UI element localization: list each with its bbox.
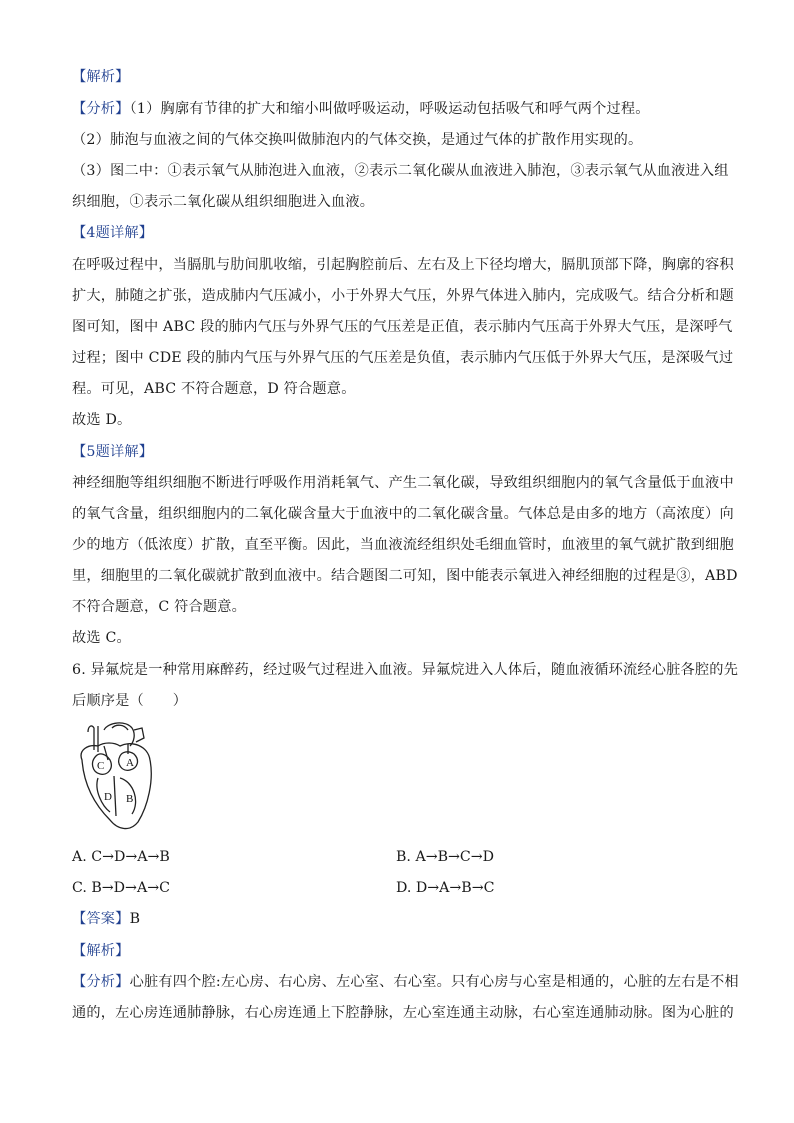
q5-detail-heading: 【5题详解】	[72, 444, 154, 460]
q5-detail-line: 少的地方（低浓度）扩散，直至平衡。因此，当血液流经组织处毛细血管时，血液里的氧气就扩散到细胞	[72, 537, 734, 553]
q4-detail-line: 在呼吸过程中，当膈肌与肋间肌收缩，引起胸腔前后、左右及上下径均增大，膈肌顶部下降，胸廓的容积	[72, 257, 734, 273]
option-a: A. C→D→A→B	[72, 849, 170, 865]
chamber-label-b: B	[126, 793, 134, 805]
q5-detail-line: 的氧气含量，组织细胞内的二氧化碳含量大于血液中的二氧化碳含量。气体总是由多的地方（高浓度）向	[72, 506, 734, 522]
analysis-line: 织细胞，①表示二氧化碳从组织细胞进入血液。	[72, 194, 375, 210]
q4-answer: 故选 D。	[72, 412, 132, 428]
chamber-label-a: A	[126, 757, 134, 769]
analysis-line: （3）图二中：①表示氧气从肺泡进入血液，②表示二氧化碳从血液进入肺泡，③表示氧气从血液进入组	[72, 163, 729, 179]
q6-stem: 6. 异氟烷是一种常用麻醉药，经过吸气过程进入血液。异氟烷进入人体后，随血液循环流经心脏各腔的先	[72, 662, 739, 678]
chamber-label-d: D	[104, 791, 112, 803]
option-c: C. B→D→A→C	[72, 880, 170, 896]
heart-diagram	[74, 720, 158, 832]
q4-detail-line: 图可知，图中 ABC 段的肺内气压与外界气压的气压差是正值，表示肺内气压高于外界大气压，是深呼气	[72, 319, 733, 335]
q4-detail-line: 扩大，肺随之扩张，造成肺内气压减小，小于外界大气压，外界气体进入肺内，完成吸气。结合分析和题	[72, 288, 734, 304]
q5-detail-line: 神经细胞等组织细胞不断进行呼吸作用消耗氧气、产生二氧化碳，导致组织细胞内的氧气含量低于血液中	[72, 475, 734, 491]
option-b: B. A→B→C→D	[396, 849, 495, 865]
analysis-line: （2）肺泡与血液之间的气体交换叫做肺泡内的气体交换，是通过气体的扩散作用实现的。	[72, 132, 643, 148]
q6-analysis-line: 通的，左心房连通肺静脉，右心房连通上下腔静脉，左心室连通主动脉，右心室连通肺动脉。图为心脏的	[72, 1005, 734, 1021]
q6-analysis-line: 【分析】心脏有四个腔:左心房、右心房、左心室、右心室。只有心房与心室是相通的，心脏的左右是不相	[72, 974, 739, 990]
analysis-heading-1: 【解析】	[72, 69, 130, 85]
q4-detail-line: 程。可见，ABC 不符合题意，D 符合题意。	[72, 381, 356, 397]
analysis-line: 【分析】（1）胸廓有节律的扩大和缩小叫做呼吸运动，呼吸运动包括吸气和呼气两个过程。	[72, 101, 650, 117]
q6-stem: 后顺序是（ ）	[72, 693, 188, 709]
q5-detail-line: 不符合题意，C 符合题意。	[72, 599, 247, 615]
q4-detail-heading: 【4题详解】	[72, 225, 154, 241]
analysis-heading-2: 【解析】	[72, 943, 130, 959]
q4-detail-line: 过程；图中 CDE 段的肺内气压与外界气压的气压差是负值，表示肺内气压低于外界大气压，是深吸气过	[72, 350, 734, 366]
chamber-label-c: C	[97, 760, 105, 772]
q5-answer: 故选 C。	[72, 630, 131, 646]
q6-answer: 【答案】B	[72, 911, 141, 927]
option-d: D. D→A→B→C	[396, 880, 495, 896]
q5-detail-line: 里，细胞里的二氧化碳就扩散到血液中。结合题图二可知，图中能表示氧进入神经细胞的过程是③，ABD	[72, 568, 738, 584]
